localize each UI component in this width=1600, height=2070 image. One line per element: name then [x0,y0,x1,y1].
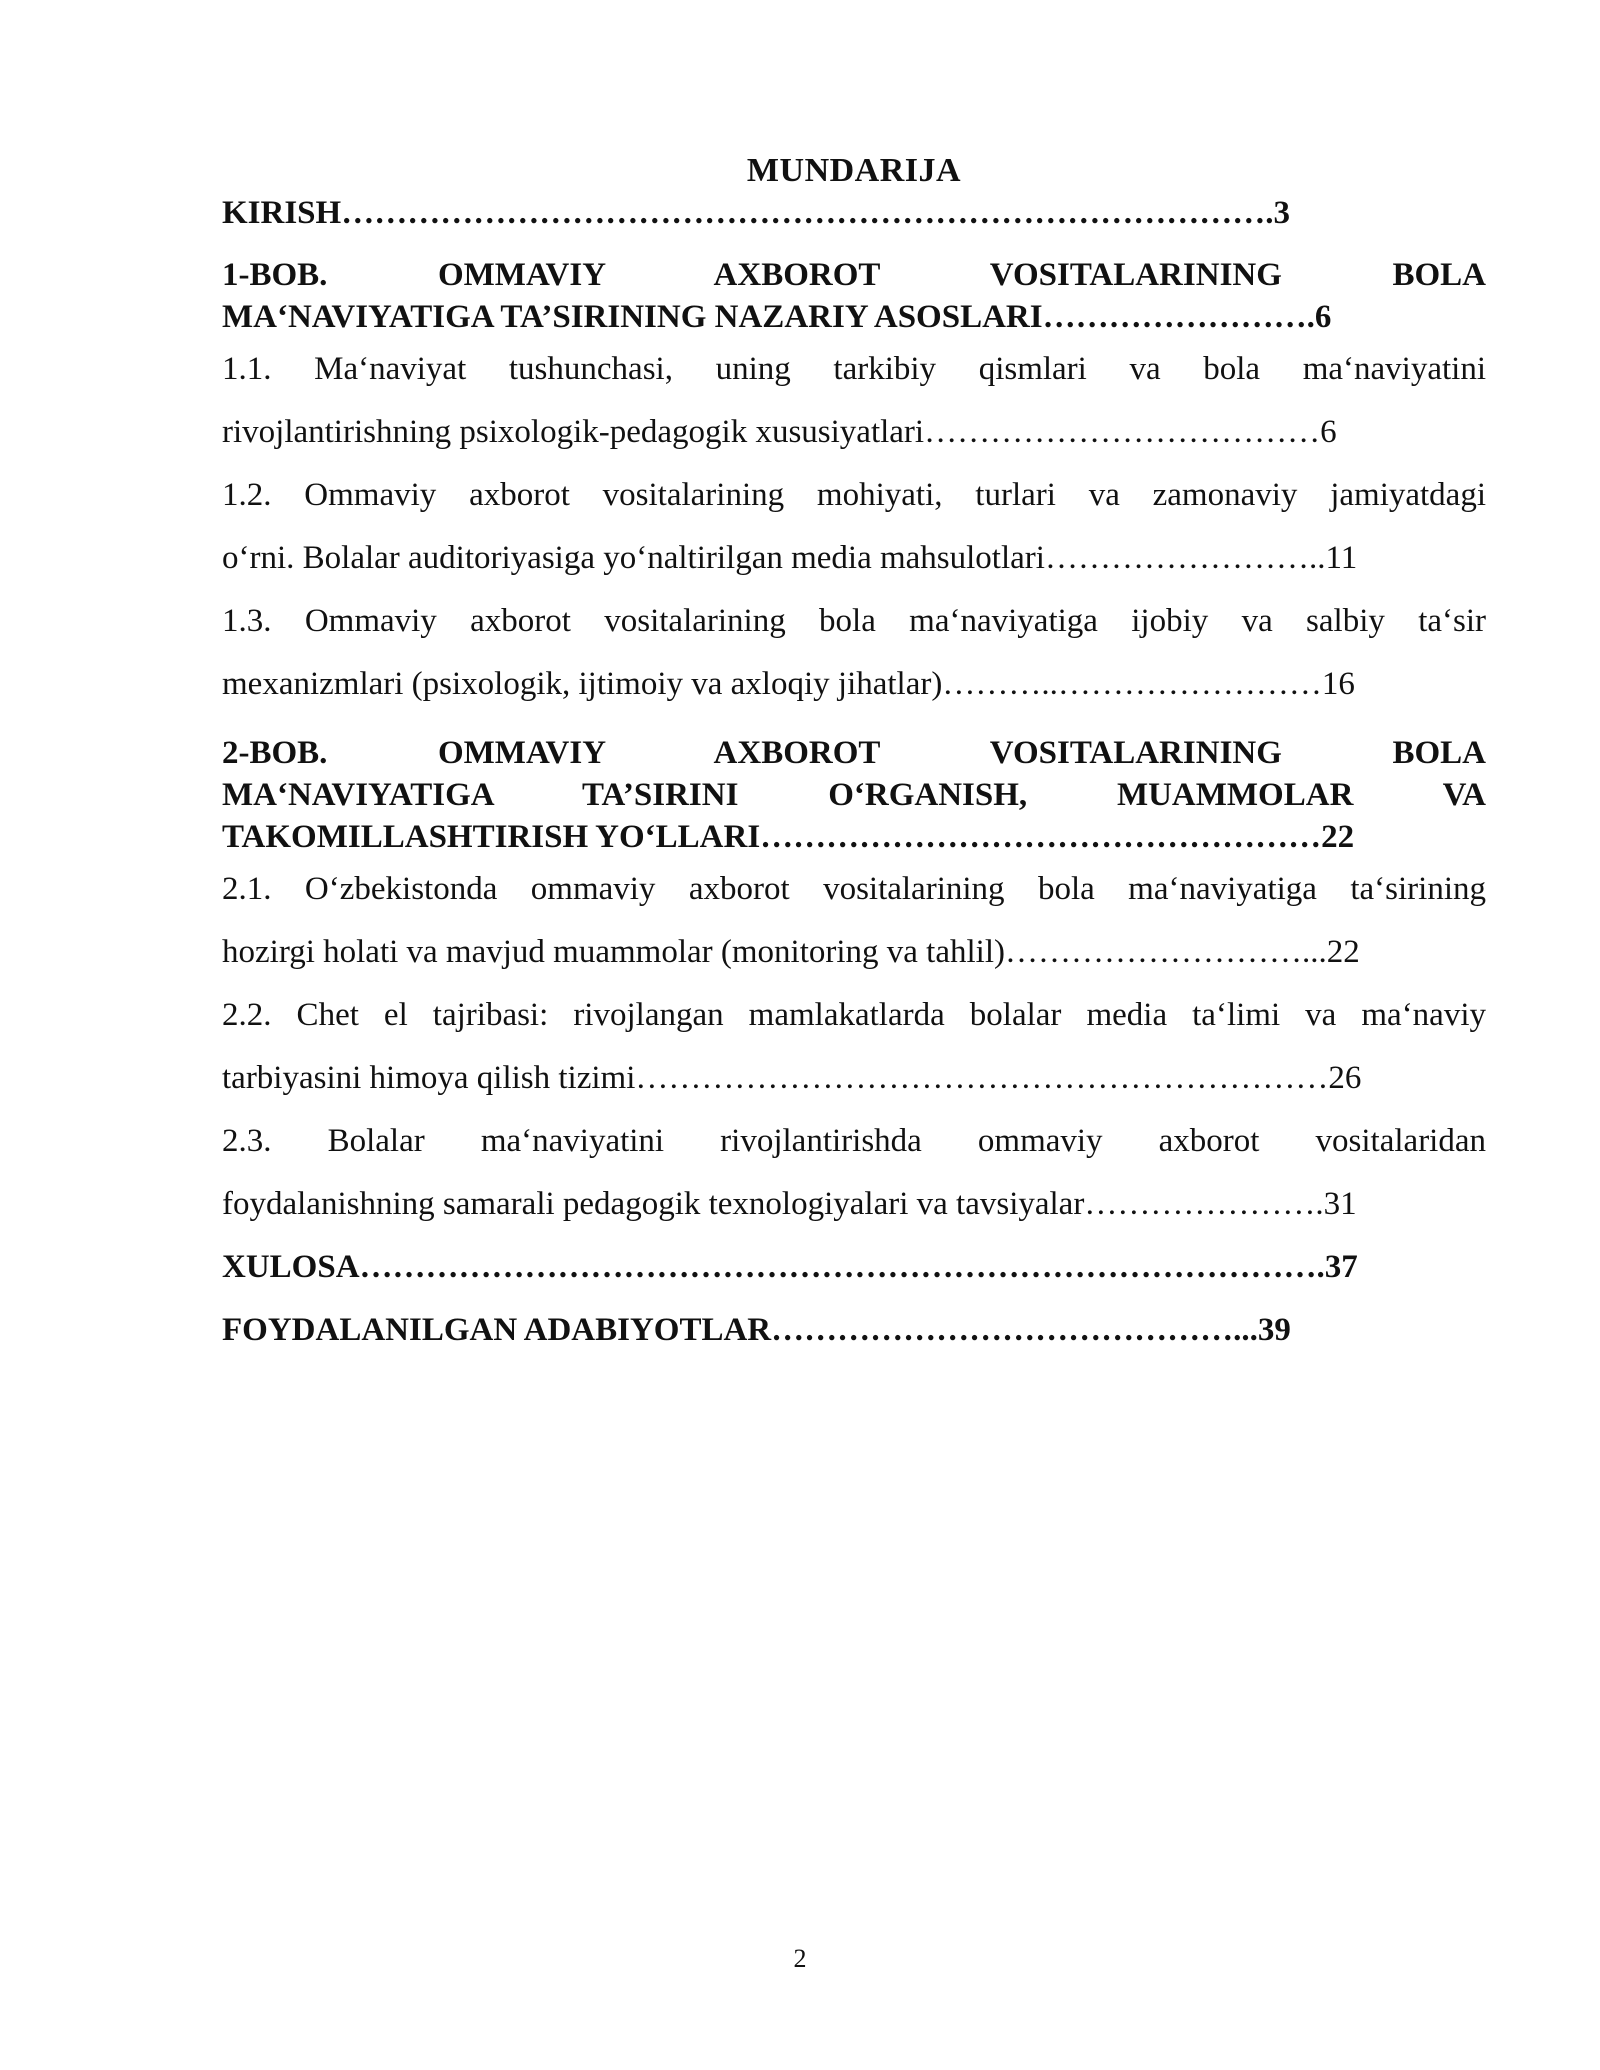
toc-title: MUNDARIJA [746,152,962,189]
section-2-2-line-1: 2.2. Chet el tajribasi: rivojlangan mamlakatlarda bolalar media ta‘limi va ma‘naviy [222,997,1486,1033]
chapter-1-heading-line-2: MA‘NAVIYATIGA TA’SIRINING NAZARIY ASOSLARI…………………….6 [222,299,1332,335]
toc-entry-xulosa-text: XULOSA…………………………………………………………………………….37 [222,1249,1358,1285]
toc-entry-kirish-text: KIRISH………………………………………………………………………….3 [222,195,1290,231]
toc-entry-1-2 [222,464,1486,590]
section-1-1-line-1: 1.1. Ma‘naviyat tushunchasi, uning tarkibiy qismlari va bola ma‘naviyatini [222,351,1486,387]
chapter-2-heading-line-2: MA‘NAVIYATIGA TA’SIRINI O‘RGANISH, MUAMMOLAR VA [222,777,1486,813]
chapter-1-heading-line-1: 1-BOB. OMMAVIY AXBOROT VOSITALARINING BOLA [222,257,1486,293]
section-1-3-line-2: mexanizmlari (psixologik, ijtimoiy va axloqiy jihatlar)………..……………………16 [222,666,1355,702]
toc-entry-1-3 [222,590,1486,716]
toc-entry-kirish [222,192,1486,234]
toc-entry-adabiyotlar-text: FOYDALANILGAN ADABIYOTLAR……………………………………...39 [222,1312,1291,1348]
chapter-2-heading-line-1: 2-BOB. OMMAVIY AXBOROT VOSITALARINING BOLA [222,735,1486,771]
section-1-2-line-1: 1.2. Ommaviy axborot vositalarining mohiyati, turlari va zamonaviy jamiyatdagi [222,477,1486,513]
toc-entry-xulosa [222,1236,1486,1299]
section-2-1-line-1: 2.1. O‘zbekistonda ommaviy axborot vositalarining bola ma‘naviyatiga ta‘sirining [222,871,1486,907]
table-of-contents [222,150,1486,1362]
toc-entry-2-3 [222,1110,1486,1236]
toc-entry-2-1 [222,858,1486,984]
toc-entry-adabiyotlar [222,1299,1486,1362]
toc-entry-2-2 [222,984,1486,1110]
chapter-2-heading-line-3: TAKOMILLASHTIRISH YO‘LLARI……………………………………………22 [222,819,1355,855]
section-1-3-line-1: 1.3. Ommaviy axborot vositalarining bola ma‘naviyatiga ijobiy va salbiy ta‘sir [222,603,1486,639]
toc-entry-1-1 [222,338,1486,464]
section-1-1-line-2: rivojlantirishning psixologik-pedagogik xususiyatlari………………………………6 [222,414,1337,450]
toc-entry-chapter-2 [222,732,1486,858]
section-2-2-line-2: tarbiyasini himoya qilish tizimi………………………………………………………26 [222,1060,1362,1096]
toc-entry-chapter-1 [222,254,1486,338]
page-number: 2 [793,1944,807,1973]
section-1-2-line-2: o‘rni. Bolalar auditoriyasiga yo‘naltirilgan media mahsulotlari……………………..11 [222,540,1358,576]
section-2-3-line-2: foydalanishning samarali pedagogik texnologiyalari va tavsiyalar………………….31 [222,1186,1357,1222]
section-2-1-line-2: hozirgi holati va mavjud muammolar (monitoring va tahlil)………………………...22 [222,934,1360,970]
section-2-3-line-1: 2.3. Bolalar ma‘naviyatini rivojlantirishda ommaviy axborot vositalaridan [222,1123,1486,1159]
